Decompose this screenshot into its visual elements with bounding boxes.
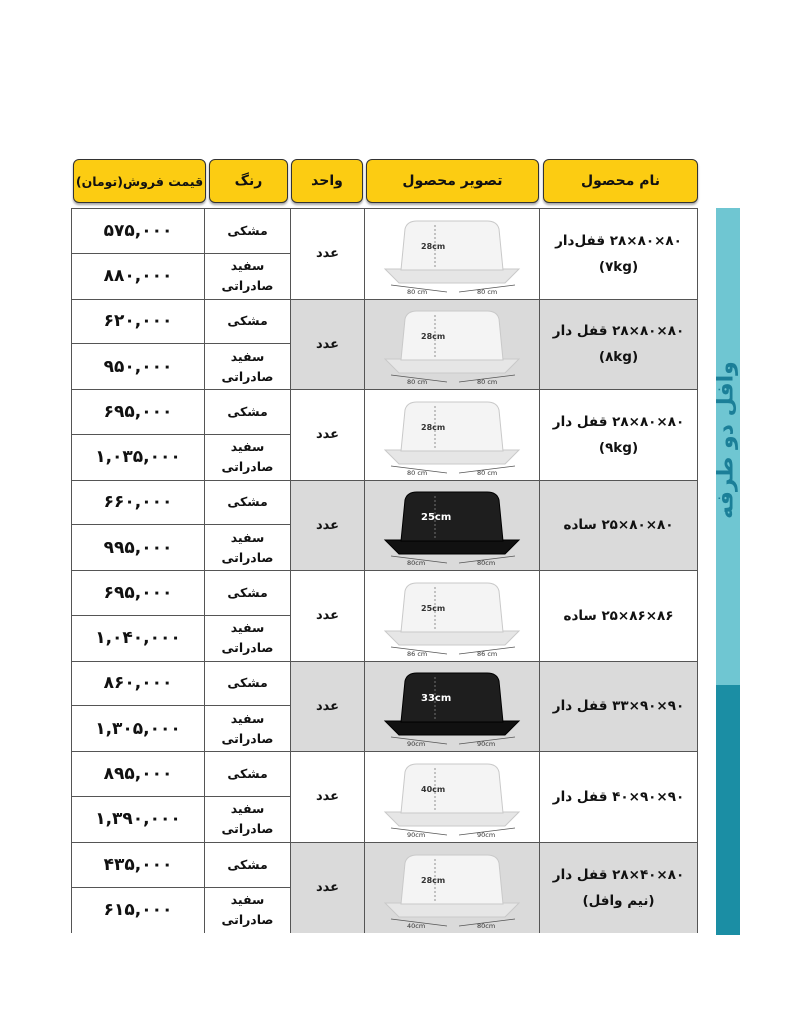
color-black: مشکی [227,403,268,419]
price-black: ۶۹۵,۰۰۰ [103,401,173,422]
mold-base [385,903,519,917]
unit-cell [291,571,365,661]
width-label-right: 90cm [477,830,496,838]
width-label-left: 80 cm [407,287,428,295]
name-cell [540,662,697,752]
mold-base [385,269,519,283]
product-image [365,390,539,480]
unit-cell [291,752,365,842]
price-black: ۸۹۵,۰۰۰ [103,763,173,784]
color-cell [205,481,291,571]
waffle-mold-illustration [377,847,527,929]
price-black: ۶۶۰,۰۰۰ [103,492,173,513]
mold-body [401,402,503,451]
color-black: مشکی [227,584,268,600]
height-label: 28cm [421,332,446,342]
unit-label: عدد [315,427,340,443]
unit-label: عدد [315,336,340,352]
width-label-left: 86 cm [407,649,428,657]
table-row [72,843,697,934]
price-cell [72,481,205,571]
mold-base [385,359,519,373]
color-white: سفید صادراتی [221,892,274,928]
width-label-left: 40cm [407,921,426,929]
waffle-mold-illustration [377,665,527,747]
name-cell [540,571,697,661]
height-label: 28cm [421,241,446,251]
price-black: ۶۲۰,۰۰۰ [103,311,173,332]
color-black: مشکی [227,494,268,510]
unit-label: عدد [315,517,340,533]
unit-cell [291,209,365,299]
waffle-mold-illustration [377,213,527,295]
product-name-note: (۷kg) [598,258,639,275]
price-white: ۶۱۵,۰۰۰ [103,900,173,921]
price-cell [72,209,205,299]
mold-base [385,721,519,735]
product-image [365,481,539,571]
price-white: ۱,۰۴۰,۰۰۰ [95,628,181,649]
height-label: 28cm [421,422,446,432]
color-cell [205,662,291,752]
image-cell [365,209,540,299]
unit-label: عدد [315,246,340,262]
color-cell [205,571,291,661]
height-label: 33cm [421,693,452,705]
waffle-mold-illustration [377,575,527,657]
color-cell [205,843,291,934]
mold-body [401,492,503,541]
price-black: ۵۷۵,۰۰۰ [103,220,173,241]
product-name: ۸۰×۴۰×۲۸ قفل دار [552,866,685,883]
price-cell [72,662,205,752]
color-black: مشکی [227,222,268,238]
price-black: ۴۳۵,۰۰۰ [103,854,173,875]
mold-body [401,221,503,270]
product-name: ۹۰×۹۰×۳۳ قفل دار [552,698,685,715]
name-cell [540,300,697,390]
side-bar-accent [716,685,740,935]
unit-cell [291,843,365,934]
color-white: سفید صادراتی [221,529,274,565]
color-black: مشکی [227,765,268,781]
price-white: ۱,۰۳۵,۰۰۰ [95,447,181,468]
name-cell [540,390,697,480]
table-row [72,571,697,662]
price-white: ۸۸۰,۰۰۰ [103,266,173,287]
header-color: رنگ [209,159,288,203]
color-white: سفید صادراتی [221,258,274,294]
mold-body [401,855,503,904]
product-image [365,662,539,752]
price-white: ۹۹۵,۰۰۰ [103,537,173,558]
mold-body [401,583,503,632]
unit-label: عدد [315,789,340,805]
width-label-right: 80 cm [477,378,498,386]
mold-base [385,450,519,464]
product-image [365,752,539,842]
waffle-mold-illustration [377,756,527,838]
table-row [72,752,697,843]
unit-label: عدد [315,608,340,624]
height-label: 25cm [421,603,446,613]
header-image: تصویر محصول [366,159,539,203]
table-row [72,390,697,481]
color-cell [205,300,291,390]
product-image [365,300,539,390]
width-label-right: 80 cm [477,287,498,295]
width-label-right: 90cm [477,740,496,748]
mold-base [385,631,519,645]
mold-body [401,673,503,722]
color-white: سفید صادراتی [221,710,274,746]
color-black: مشکی [227,675,268,691]
color-white: سفید صادراتی [221,348,274,384]
product-name-note: (۸kg) [598,349,639,366]
width-label-right: 80 cm [477,468,498,476]
width-label-left: 80 cm [407,468,428,476]
price-black: ۶۹۵,۰۰۰ [103,582,173,603]
waffle-mold-illustration [377,484,527,566]
image-cell [365,571,540,661]
product-name: ۸۰×۸۰×۲۸ قفل دار [552,413,685,430]
image-cell [365,662,540,752]
unit-cell [291,662,365,752]
waffle-mold-illustration [377,394,527,476]
height-label: 40cm [421,784,446,794]
product-name-note: (نیم وافل) [582,892,655,909]
mold-body [401,764,503,813]
unit-label: عدد [315,698,340,714]
image-cell [365,752,540,842]
price-black: ۸۶۰,۰۰۰ [103,673,173,694]
header-unit: واحد [291,159,363,203]
product-image [365,209,539,299]
height-label: 28cm [421,875,446,885]
price-cell [72,571,205,661]
price-table [71,208,698,933]
product-image [365,843,539,934]
width-label-left: 80cm [407,559,426,567]
color-cell [205,209,291,299]
mold-base [385,540,519,554]
color-white: سفید صادراتی [221,801,274,837]
width-label-left: 90cm [407,830,426,838]
image-cell [365,390,540,480]
name-cell [540,843,697,934]
product-name-note: (۹kg) [598,439,639,456]
side-title: وافل دو طرفه [713,361,739,519]
side-bar [713,208,740,935]
unit-cell [291,300,365,390]
unit-label: عدد [315,880,340,896]
table-row [72,300,697,391]
product-name: ۸۶×۸۶×۲۵ ساده [563,607,674,624]
color-white: سفید صادراتی [221,620,274,656]
name-cell [540,209,697,299]
product-name: ۸۰×۸۰×۲۵ ساده [563,517,674,534]
mold-body [401,311,503,360]
image-cell [365,843,540,934]
image-cell [365,300,540,390]
table-row [72,209,697,300]
mold-base [385,812,519,826]
name-cell [540,752,697,842]
waffle-mold-illustration [377,303,527,385]
name-cell [540,481,697,571]
price-white: ۹۵۰,۰۰۰ [103,356,173,377]
product-name: ۹۰×۹۰×۴۰ قفل دار [552,788,685,805]
height-label: 25cm [421,512,452,524]
width-label-right: 80cm [477,559,496,567]
price-cell [72,300,205,390]
width-label-left: 90cm [407,740,426,748]
color-white: سفید صادراتی [221,439,274,475]
price-white: ۱,۳۰۵,۰۰۰ [95,718,181,739]
table-row [72,662,697,753]
price-white: ۱,۳۹۰,۰۰۰ [95,809,181,830]
header-price: قیمت فروش(تومان) [73,159,206,203]
product-name: ۸۰×۸۰×۲۸ قفل‌دار [555,232,682,249]
price-cell [72,390,205,480]
width-label-right: 80cm [477,921,496,929]
header-name: نام محصول [543,159,698,203]
unit-cell [291,390,365,480]
image-cell [365,481,540,571]
unit-cell [291,481,365,571]
color-black: مشکی [227,313,268,329]
table-row [72,481,697,572]
product-name: ۸۰×۸۰×۲۸ قفل دار [552,323,685,340]
width-label-left: 80 cm [407,378,428,386]
color-cell [205,752,291,842]
color-black: مشکی [227,856,268,872]
product-image [365,571,539,661]
price-cell [72,843,205,934]
color-cell [205,390,291,480]
price-cell [72,752,205,842]
width-label-right: 86 cm [477,649,498,657]
